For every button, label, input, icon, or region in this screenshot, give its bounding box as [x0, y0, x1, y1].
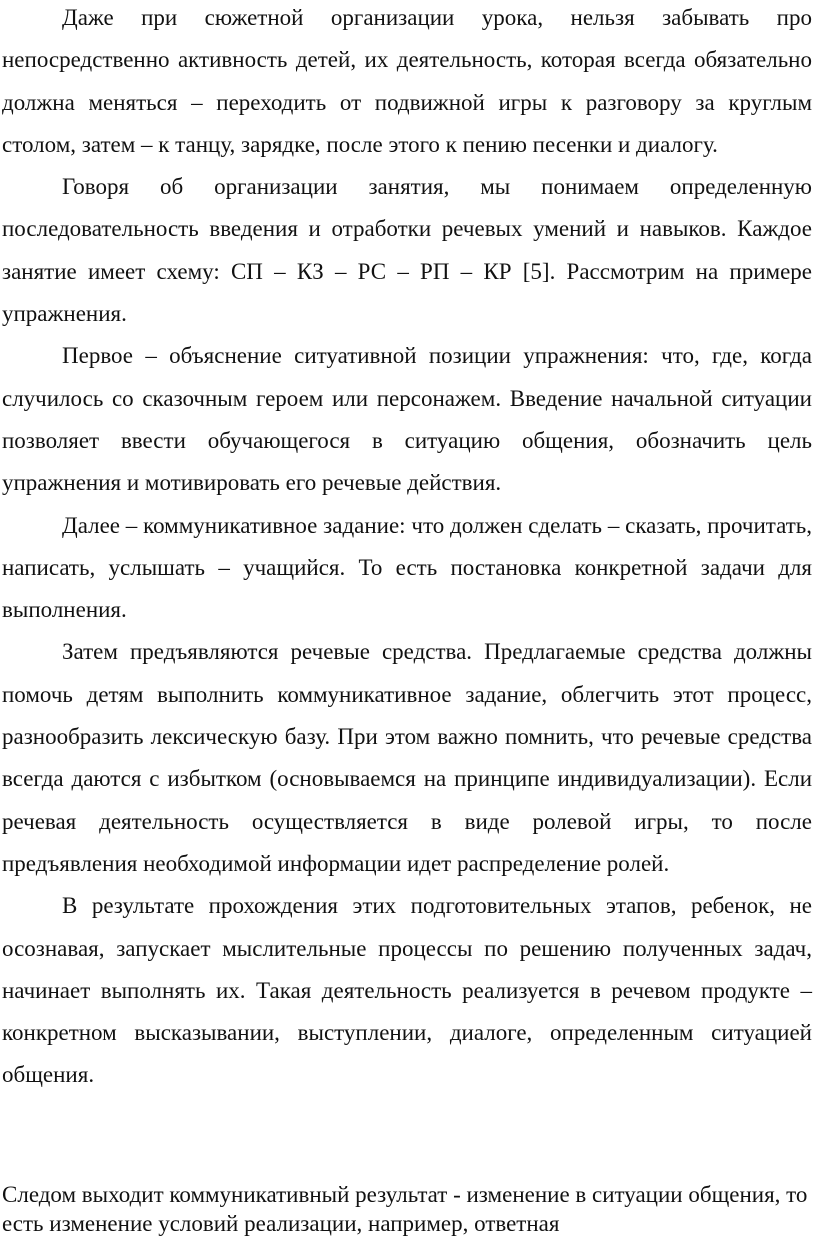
document-body	[2, 0, 812, 1097]
paragraph-5: Затем предъявляются речевые средства. Предлагаемые средства должны помочь детям выполнить коммуникативное задание, облегчить этот процесс, разнообразить лексическую базу. При этом важно помнить, что речевые средства всегда даются с избытком (основываемся на принципе индивидуализации). Если речевая деятельность осуществляется в виде ролевой игры, то после предъявления необходимой информации идет распределение ролей.	[2, 639, 812, 876]
paragraph-6: В результате прохождения этих подготовительных этапов, ребенок, не осознавая, запускает мыслительные процессы по решению полученных задач, начинает выполнять их. Такая деятельность реализуется в речевом продукте – конкретном высказывании, выступлении, диалоге, определенным ситуацией общения.	[2, 893, 812, 1088]
paragraph-4: Далее – коммуникативное задание: что должен сделать – сказать, прочитать, написать, услышать – учащийся. То есть постановка конкретной задачи для выполнения.	[2, 512, 812, 623]
paragraph-2: Говоря об организации занятия, мы понимаем определенную последовательность введения и отработки речевых умений и навыков. Каждое занятие имеет схему: СП – КЗ – РС – РП – КР [5]. Рассмотрим на примере упражнения.	[2, 174, 812, 327]
paragraph-1: Даже при сюжетной организации урока, нельзя забывать про непосредственно активность детей, их деятельность, которая всегда обязательно должна меняться – переходить от подвижной игры к разговору за круглым столом, затем – к танцу, зарядке, после этого к пению песенки и диалогу.	[2, 5, 812, 157]
paragraph-3: Первое – объяснение ситуативной позиции упражнения: что, где, когда случилось со сказочным героем или персонажем. Введение начальной ситуации позволяет ввести обучающегося в ситуацию общения, обозначить цель упражнения и мотивировать его речевые действия.	[2, 343, 812, 496]
tail-paragraph: Следом выходит коммуникативный результат - изменение в ситуации общения, то есть изменение условий реализации, например, ответная	[2, 1182, 808, 1236]
document-tail	[2, 1180, 812, 1238]
